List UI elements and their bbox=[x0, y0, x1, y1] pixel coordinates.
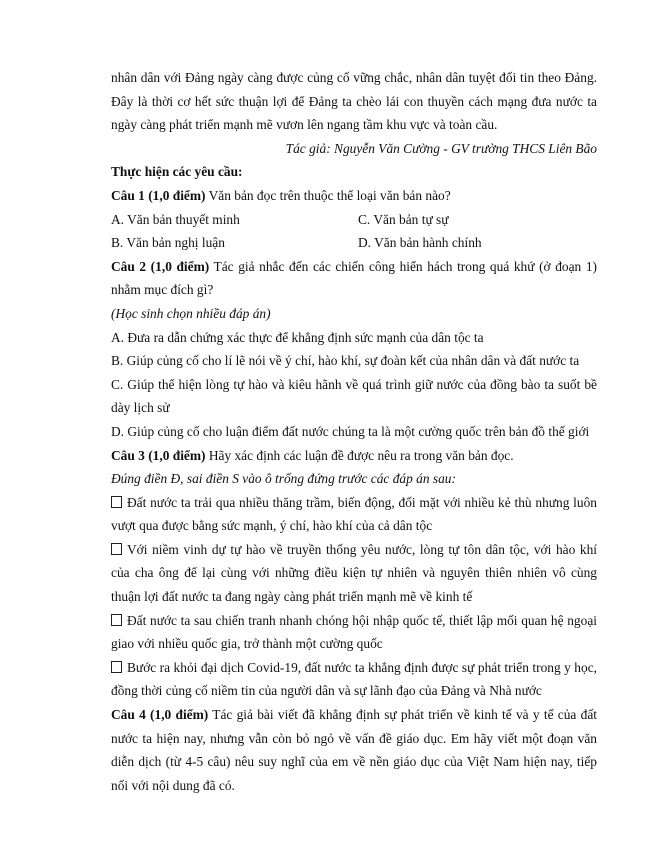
intro-line: ngày càng phát triển mạnh mẽ vươn lên ngang tầm khu vực và toàn cầu. bbox=[111, 117, 498, 133]
answer-item-text-cont: của cha ông để lại cùng với những điều kiện tự nhiên và nguyên thiên nhiên vô cùng bbox=[111, 565, 597, 581]
question-3 bbox=[111, 444, 597, 468]
answer-checkbox[interactable] bbox=[111, 543, 122, 555]
answer-checkbox[interactable] bbox=[111, 661, 122, 673]
option-c: C. Văn bản tự sự bbox=[358, 211, 449, 227]
question-4-text: Tác giả bài viết đã khẳng định sự phát triển về kinh tế và y tế của đất bbox=[208, 707, 597, 723]
question-4-text-cont: diễn dịch (từ 4-5 câu) nêu suy nghĩ của em về nền giáo dục của Việt Nam hiện nay, tiếp bbox=[111, 754, 597, 770]
option-b: B. Văn bản nghị luận bbox=[111, 235, 225, 251]
section-title: Thực hiện các yêu cầu: bbox=[111, 164, 243, 180]
answer-item-2 bbox=[111, 538, 597, 562]
question-3-instruction: Đúng điền Đ, sai điền S vào ô trống đứng trước các đáp án sau: bbox=[111, 471, 456, 487]
answer-item-text-cont: thuận lợi đất nước ta đang ngày càng phát triển mạnh mẽ về kinh tế bbox=[111, 589, 473, 605]
answer-item-text-cont: đồng thời củng cố niềm tin của người dân và sự lãnh đạo của Đảng và Nhà nước bbox=[111, 683, 542, 699]
document-page bbox=[111, 66, 597, 797]
answer-item-1 bbox=[111, 491, 597, 515]
option-d: D. Văn bản hành chính bbox=[358, 235, 482, 251]
answer-item-text: Đất nước ta sau chiến tranh nhanh chóng hội nhập quốc tế, thiết lập mối quan hệ ngoại bbox=[127, 612, 597, 628]
answer-checkbox[interactable] bbox=[111, 614, 122, 626]
question-3-label: Câu 3 (1,0 điểm) bbox=[111, 447, 206, 463]
question-1 bbox=[111, 184, 597, 208]
author-credit: Tác giả: Nguyễn Văn Cường - GV trường THCS Liên Bão bbox=[285, 140, 597, 156]
option-c-cont: dày lịch sử bbox=[111, 400, 170, 416]
answer-item-text-cont: giao với nhiều quốc gia, trở thành một cường quốc bbox=[111, 636, 383, 652]
question-4 bbox=[111, 703, 597, 727]
answer-item-text: Bước ra khỏi đại dịch Covid-19, đất nước ta khẳng định được sự phát triển trong y học, bbox=[127, 659, 597, 675]
option-d: D. Giúp củng cố cho luận điểm đất nước chúng ta là một cường quốc trên bản đồ thế giới bbox=[111, 423, 590, 439]
option-a: A. Đưa ra dẫn chứng xác thực để khẳng định sức mạnh của dân tộc ta bbox=[111, 329, 484, 345]
answer-item-4 bbox=[111, 656, 597, 680]
question-2-note: (Học sinh chọn nhiều đáp án) bbox=[111, 305, 271, 321]
answer-item-text: Đất nước ta trải qua nhiều thăng trầm, biến động, đối mặt với nhiều kẻ thù nhưng luôn bbox=[127, 494, 597, 510]
question-1-label: Câu 1 (1,0 điểm) bbox=[111, 187, 206, 203]
question-4-text-cont: nước ta hiện nay, nhưng vẫn còn bỏ ngỏ về vấn đề giáo dục. Em hãy viết một đoạn văn bbox=[111, 730, 597, 746]
answer-item-3 bbox=[111, 609, 597, 633]
question-1-text: Văn bản đọc trên thuộc thể loại văn bản nào? bbox=[205, 187, 451, 203]
question-2-text: Tác giả nhắc đến các chiến công hiển hách trong quá khứ (ở đoạn 1) bbox=[209, 258, 597, 274]
option-c: C. Giúp thể hiện lòng tự hào và kiêu hãnh về quá trình giữ nước của đồng bào ta suốt bề bbox=[111, 376, 597, 392]
question-2 bbox=[111, 255, 597, 279]
option-a: A. Văn bản thuyết minh bbox=[111, 211, 240, 227]
intro-line: Đây là thời cơ hết sức thuận lợi để Đảng ta chèo lái con thuyền cách mạng đưa nước ta bbox=[111, 93, 597, 109]
answer-item-text-cont: vượt qua được bằng sức mạnh, ý chí, hào khí của cả dân tộc bbox=[111, 518, 433, 534]
question-1-options-row bbox=[111, 208, 597, 232]
question-2-text-cont: nhằm mục đích gì? bbox=[111, 282, 214, 298]
intro-line: nhân dân với Đảng ngày càng được củng cố vững chắc, nhân dân tuyệt đối tin theo Đảng. bbox=[111, 70, 597, 85]
question-3-text: Hãy xác định các luận đề được nêu ra trong văn bản đọc. bbox=[205, 447, 514, 463]
answer-checkbox[interactable] bbox=[111, 496, 122, 508]
question-2-label: Câu 2 (1,0 điểm) bbox=[111, 258, 210, 274]
question-1-options-row bbox=[111, 231, 597, 255]
option-b: B. Giúp củng cố cho lí lẽ nói về ý chí, hào khí, sự đoàn kết của nhân dân và đất nước ta bbox=[111, 353, 580, 369]
question-4-text-cont: nối với nội dung đã có. bbox=[111, 777, 235, 793]
answer-item-text: Với niềm vinh dự tự hào về truyền thống yêu nước, lòng tự tôn dân tộc, với hào khí bbox=[127, 541, 597, 557]
question-4-label: Câu 4 (1,0 điểm) bbox=[111, 707, 209, 723]
